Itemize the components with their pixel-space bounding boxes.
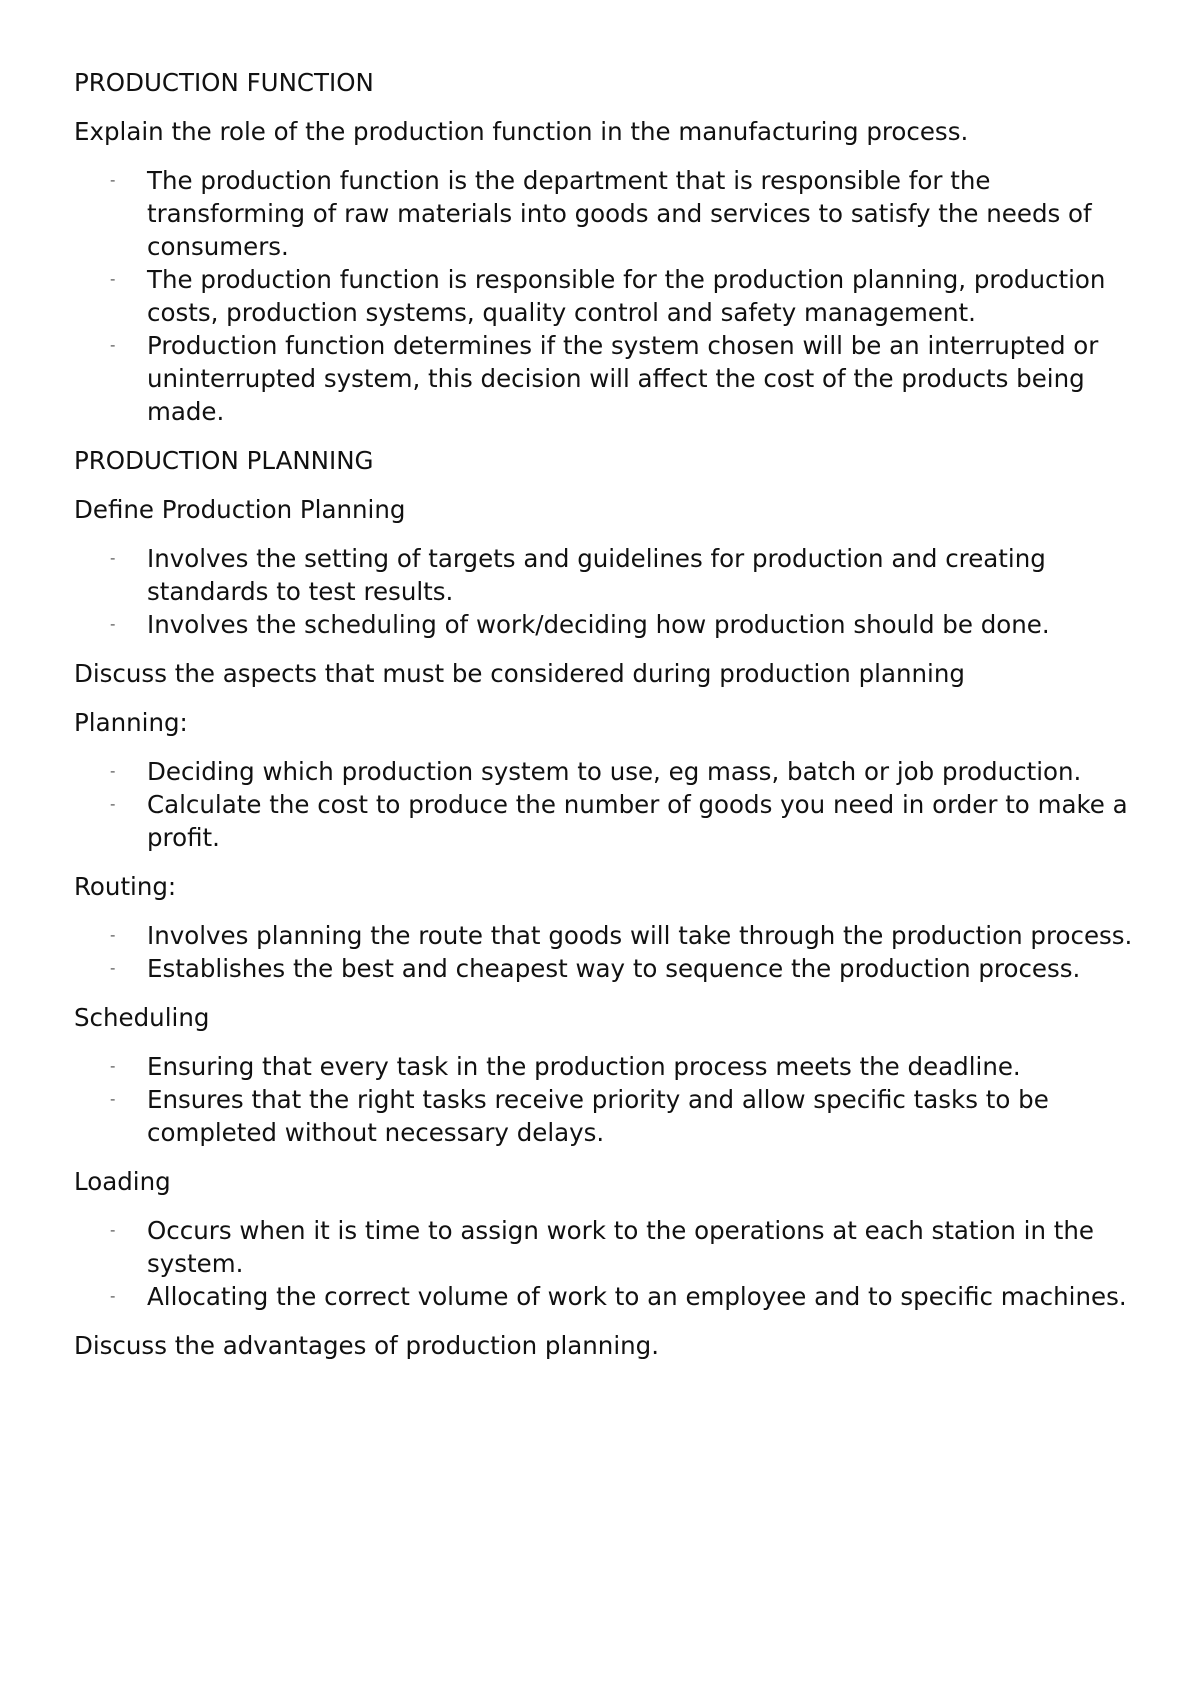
list-item: [74, 263, 1134, 329]
question-define-production-planning: Define Production Planning: [74, 495, 406, 524]
bullet-list: [74, 755, 1134, 854]
bullet-dash-icon: -: [110, 926, 116, 944]
list-item-text: The production function is responsible for the production planning, production costs, production systems, quality control and safety management.: [147, 265, 1106, 327]
list-item: [74, 608, 1134, 641]
list-item-text: Involves the scheduling of work/deciding how production should be done.: [147, 610, 1050, 639]
document-page: [74, 66, 1134, 1378]
bullet-list: [74, 919, 1134, 985]
bullet-dash-icon: -: [110, 336, 116, 354]
subheading-routing: Routing:: [74, 872, 177, 901]
list-item: [74, 1083, 1134, 1149]
list-item: [74, 329, 1134, 428]
list-item-text: Deciding which production system to use, eg mass, batch or job production.: [147, 757, 1082, 786]
bullet-dash-icon: -: [110, 270, 116, 288]
bullet-dash-icon: -: [110, 959, 116, 977]
list-item: [74, 1280, 1134, 1313]
subheading-loading: Loading: [74, 1167, 171, 1196]
question-aspects-of-planning: Discuss the aspects that must be considered during production planning: [74, 659, 965, 688]
list-item: [74, 164, 1134, 263]
bullet-dash-icon: -: [110, 549, 116, 567]
bullet-dash-icon: -: [110, 1221, 116, 1239]
bullet-dash-icon: -: [110, 615, 116, 633]
list-item: [74, 919, 1134, 952]
list-item: [74, 542, 1134, 608]
subheading-scheduling: Scheduling: [74, 1003, 210, 1032]
list-item-text: Allocating the correct volume of work to an employee and to specific machines.: [147, 1282, 1127, 1311]
bullet-list: [74, 164, 1134, 428]
bullet-list: [74, 1050, 1134, 1149]
list-item-text: Production function determines if the system chosen will be an interrupted or uninterrupted system, this decision will affect the cost of the products being made.: [147, 331, 1099, 426]
list-item-text: Calculate the cost to produce the number of goods you need in order to make a profit.: [147, 790, 1128, 852]
heading-production-function: PRODUCTION FUNCTION: [74, 68, 374, 97]
bullet-list: [74, 1214, 1134, 1313]
bullet-dash-icon: -: [110, 1090, 116, 1108]
bullet-dash-icon: -: [110, 1057, 116, 1075]
list-item-text: Occurs when it is time to assign work to the operations at each station in the system.: [147, 1216, 1094, 1278]
bullet-dash-icon: -: [110, 762, 116, 780]
list-item: [74, 755, 1134, 788]
list-item: [74, 788, 1134, 854]
list-item-text: Involves the setting of targets and guidelines for production and creating standards to test results.: [147, 544, 1046, 606]
subheading-planning: Planning:: [74, 708, 188, 737]
list-item: [74, 1050, 1134, 1083]
bullet-dash-icon: -: [110, 1287, 116, 1305]
list-item-text: Establishes the best and cheapest way to sequence the production process.: [147, 954, 1081, 983]
list-item-text: Ensures that the right tasks receive priority and allow specific tasks to be completed without necessary delays.: [147, 1085, 1049, 1147]
bullet-dash-icon: -: [110, 795, 116, 813]
question-role-of-production-function: Explain the role of the production function in the manufacturing process.: [74, 117, 969, 146]
question-advantages-of-planning: Discuss the advantages of production planning.: [74, 1331, 659, 1360]
list-item: [74, 952, 1134, 985]
list-item: [74, 1214, 1134, 1280]
list-item-text: Involves planning the route that goods will take through the production process.: [147, 921, 1133, 950]
list-item-text: The production function is the department that is responsible for the transforming of raw materials into goods and services to satisfy the needs of consumers.: [147, 166, 1092, 261]
heading-production-planning: PRODUCTION PLANNING: [74, 446, 374, 475]
list-item-text: Ensuring that every task in the production process meets the deadline.: [147, 1052, 1021, 1081]
bullet-dash-icon: -: [110, 171, 116, 189]
bullet-list: [74, 542, 1134, 641]
